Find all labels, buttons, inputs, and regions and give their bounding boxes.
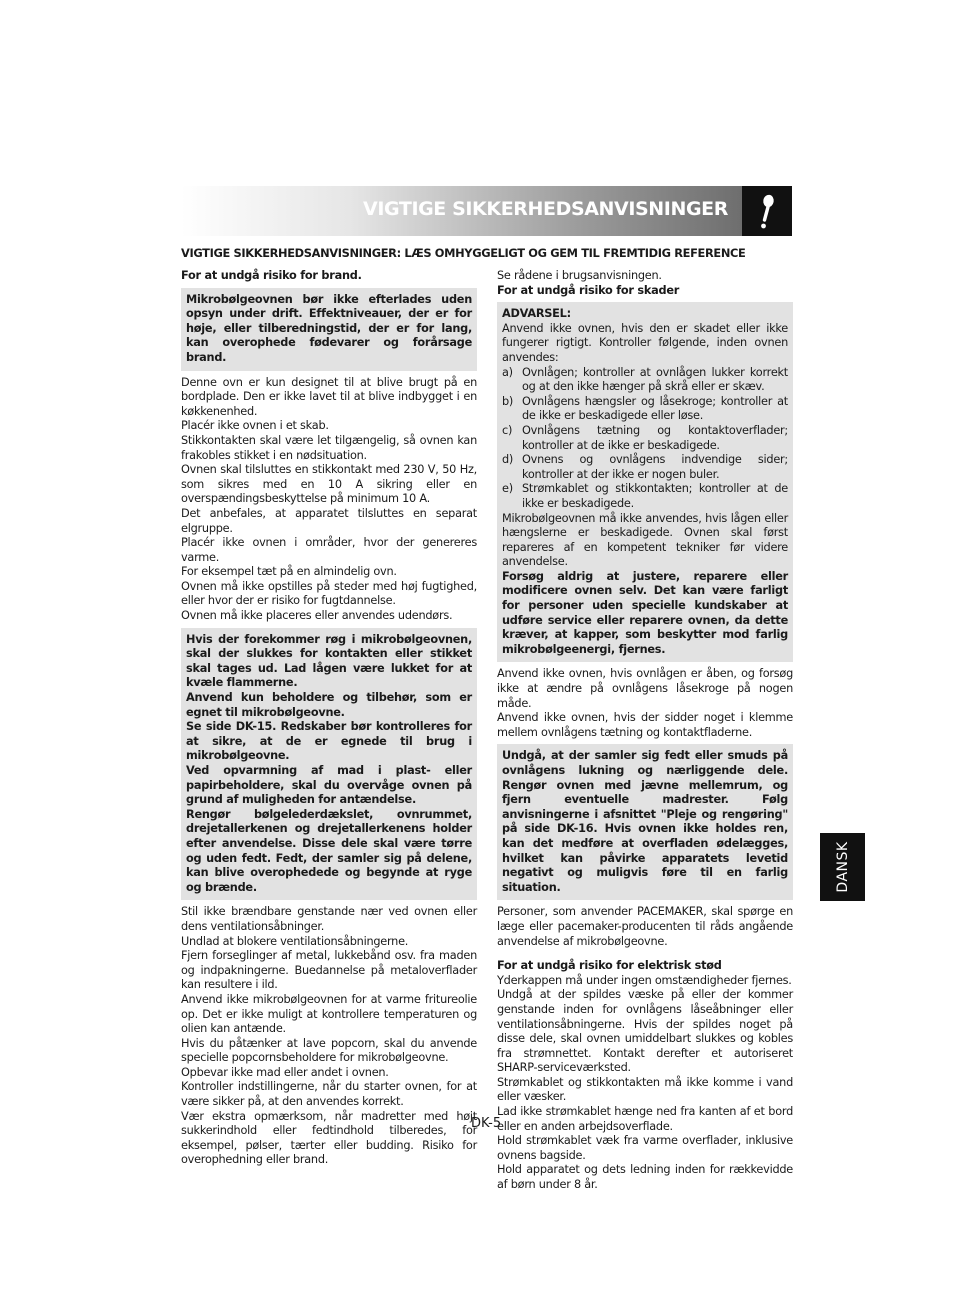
smoke-warning-box bbox=[181, 628, 477, 901]
list-text: Ovnlågens hængsler og låsekroge; kontroller at de ikke er beskadigede eller løse. bbox=[522, 394, 788, 423]
list-item bbox=[502, 482, 788, 511]
paragraph: Hold strømkablet væk fra varme overflader, inklusive ovnens bagside. bbox=[497, 1134, 793, 1162]
spacer bbox=[497, 949, 793, 959]
paragraph: Stikkontakten skal være let tilgængelig, så ovnen kan frakobles stikket i en nødsituation. bbox=[181, 433, 477, 462]
box-paragraph: Anvend kun beholdere og tilbehør, som er egnet til mikrobølgeovne. bbox=[186, 691, 472, 719]
paragraph: Hvis du påtænker at lave popcorn, skal du anvende specielle popcornsbeholdere for mikrobølgeovne. bbox=[181, 1036, 477, 1065]
paragraph: Vær ekstra opmærksom, når madretter med højt sukkerindhold eller fedtindhold tilberedes, for eksempel, pølser, tærter eller budding. Risiko for overophedning eller brand. bbox=[181, 1109, 477, 1167]
list-letter: e) bbox=[502, 482, 513, 496]
section-header-band bbox=[181, 186, 742, 236]
fire-warning-box bbox=[181, 288, 477, 371]
injury-heading: For at undgå risiko for skader bbox=[497, 283, 680, 297]
paragraph: Yderkappen må under ingen omstændigheder fjernes. bbox=[497, 973, 792, 987]
section-title: VIGTIGE SIKKERHEDSANVISNINGER bbox=[363, 198, 728, 220]
warning-bold: Forsøg aldrig at justere, reparere eller modificere ovnen selv. Det kan være farligt for personer uden specielle kundskaber at udføre service eller reparere ovnen, da dette kræver, at kapper, som beskytter mod farlig mikrobølgeenergi, fjernes. bbox=[502, 569, 788, 656]
list-item bbox=[502, 453, 788, 482]
paragraph: Placér ikke ovnen i områder, hvor der genereres varme. bbox=[181, 536, 477, 564]
fire-heading: For at undgå risiko for brand. bbox=[181, 269, 362, 282]
cleaning-warning-box bbox=[497, 744, 793, 900]
paragraph: Det anbefales, at apparatet tilsluttes en separat elgruppe. bbox=[181, 506, 477, 535]
check-list bbox=[502, 366, 788, 512]
page-number: DK-5 bbox=[471, 1116, 502, 1131]
list-text: Strømkablet og stikkontakten; kontroller at de ikke er beskadigede. bbox=[522, 482, 788, 510]
paragraph: Lad ikke strømkablet hænge ned fra kanten af et bord eller en anden arbejdsoverflade. bbox=[497, 1105, 793, 1133]
language-tab bbox=[820, 833, 865, 901]
paragraph: Denne ovn er kun designet til at blive brugt på en bordplade. Den er ikke lavet til at blive indbygget i en køkkenenhed. bbox=[181, 375, 477, 418]
list-item bbox=[502, 395, 788, 424]
list-letter: d) bbox=[502, 453, 514, 467]
warning-title: ADVARSEL: bbox=[502, 307, 571, 321]
list-letter: b) bbox=[502, 394, 514, 408]
right-column bbox=[497, 269, 793, 1193]
paragraph: Strømkablet og stikkontakten må ikke komme i vand eller væsker. bbox=[497, 1075, 793, 1104]
paragraph: Undgå at der spildes væske på eller der kommer genstande inden for ovnlågens låseåbninger eller ventilationsåbningerne. Hvis der spildes noget på disse dele, skal ovnen umiddelbart slukkes og kobles fra strømnettet. Kontakt derefter et autoriseret SHARP-serviceværksted. bbox=[497, 988, 793, 1075]
paragraph: Ovnen skal tilsluttes en stikkontakt med 230 V, 50 Hz, som sikres med en 10 A sikring eller en overspændingsbeskyttelse på minimum 10 A. bbox=[181, 463, 477, 506]
paragraph: For eksempel tæt på en almindelig ovn. bbox=[181, 565, 397, 579]
intro-paragraph: Se rådene i brugsanvisningen. bbox=[497, 269, 662, 282]
box-paragraph: Ved opvarmning af mad i plast- eller papirbeholdere, skal du overvåge ovnen på grund af muligheden for antændelse. bbox=[186, 764, 472, 807]
warning-after: Mikrobølgeovnen må ikke anvendes, hvis lågen eller hængslerne er beskadigede. Ovnen skal først repareres af en kompetent tekniker før videre anvendelse. bbox=[502, 511, 788, 569]
paragraph: Undlad at blokere ventilationsåbningerne. bbox=[181, 934, 409, 948]
list-text: Ovnlågen; kontroller at ovnlågen lukker korrekt og at den ikke hænger på skrå eller er skæv. bbox=[522, 365, 788, 394]
paragraph: Hold apparatet og dets ledning inden for rækkevidde af børn under 8 år. bbox=[497, 1163, 793, 1192]
shock-heading: For at undgå risiko for elektrisk stød bbox=[497, 959, 722, 973]
list-item bbox=[502, 366, 788, 395]
box-paragraph: Se side DK-15. Redskaber bør kontrolleres for at sikre, at de er egnede til brug i mikrobølgeovne. bbox=[186, 720, 472, 763]
paragraph: Anvend ikke mikrobølgeovnen for at varme fritureolie op. Det er ikke muligt at kontrollere temperaturen og olien kan antænde. bbox=[181, 992, 477, 1036]
paragraph: Kontroller indstillingerne, når du starter ovnen, for at være sikker på, at den anvendes korrekt. bbox=[181, 1080, 477, 1109]
paragraph: Ovnen må ikke placeres eller anvendes udendørs. bbox=[181, 609, 453, 623]
pacemaker-paragraph: Personer, som anvender PACEMAKER, skal spørge en læge eller pacemaker-producenten til råds angående anvendelse af mikrobølgeovne. bbox=[497, 905, 793, 948]
list-text: Ovnlågens tætning og kontaktoverflader; kontroller at de ikke er beskadigede. bbox=[522, 423, 788, 452]
exclamation-icon bbox=[742, 186, 792, 236]
paragraph: Ovnen må ikke opstilles på steder med høj fugtighed, eller hvor der er risiko for fugtdannelse. bbox=[181, 579, 477, 608]
box-paragraph: Rengør bølgelederdækslet, ovnrummet, drejetallerkenen og drejetallerkenens holder efter anvendelse. Disse dele skal være tørre og uden fedt. Fedt, der samler sig på delene, kan blive overophedede og begynde at ryge og brænde. bbox=[186, 807, 472, 894]
warning-intro: Anvend ikke ovnen, hvis den er skadet eller ikke fungerer rigtigt. Kontroller følgende, inden ovnen anvendes: bbox=[502, 321, 788, 364]
paragraph: Anvend ikke ovnen, hvis der sidder noget i klemme mellem ovnlågens tætning og kontaktfladerne. bbox=[497, 711, 793, 739]
list-letter: c) bbox=[502, 423, 513, 437]
paragraph: Placér ikke ovnen i et skab. bbox=[181, 419, 329, 433]
warning-box bbox=[497, 302, 793, 662]
box-paragraph: Hvis der forekommer røg i mikrobølgeovnen, skal der slukkes for kontakten eller stikket skal tages ud. Lad lågen være lukket for at kvæle flammerne. bbox=[186, 632, 472, 690]
main-heading: VIGTIGE SIKKERHEDSANVISNINGER: LÆS OMHYGGELIGT OG GEM TIL FREMTIDIG REFERENCE bbox=[181, 246, 746, 260]
paragraph: Stil ikke brændbare genstande nær ved ovnen eller dens ventilationsåbninger. bbox=[181, 905, 477, 933]
list-letter: a) bbox=[502, 365, 513, 379]
fire-warning-text: Mikrobølgeovnen bør ikke efterlades uden opsyn under drift. Effektniveauer, der er for høje, eller tilberedningstid, der er for lang, kan overophede fødevarer og forårsage brand. bbox=[186, 292, 472, 364]
cleaning-warning-text: Undgå, at der samler sig fedt eller smuds på ovnlågens lukning og nærliggende dele. Rengør ovnen med jævne mellemrum, og fjern eventuelle madrester. Følg anvisningerne i afsnittet "Pleje og rengøring" på side DK-16. Hvis ovnen ikke holdes ren, kan det medføre at overfladen ødelægges, hvilket kan påvirke apparatets levetid negativt og muligvis føre til en farlig situation. bbox=[502, 749, 788, 894]
left-column bbox=[181, 269, 477, 1168]
paragraph: Fjern forseglinger af metal, lukkebånd osv. fra maden og indpakningerne. Buedannelse på metaloverflader kan resultere i ild. bbox=[181, 949, 477, 992]
paragraph: Anvend ikke ovnen, hvis ovnlågen er åben, og forsøg ikke at ændre på ovnlågens låsekroge på nogen måde. bbox=[497, 667, 793, 710]
list-item bbox=[502, 424, 788, 453]
list-text: Ovnens og ovnlågens indvendige sider; kontroller at der ikke er nogen buler. bbox=[522, 453, 788, 481]
paragraph: Opbevar ikke mad eller andet i ovnen. bbox=[181, 1065, 389, 1079]
language-tab-label: DANSK bbox=[834, 841, 851, 893]
